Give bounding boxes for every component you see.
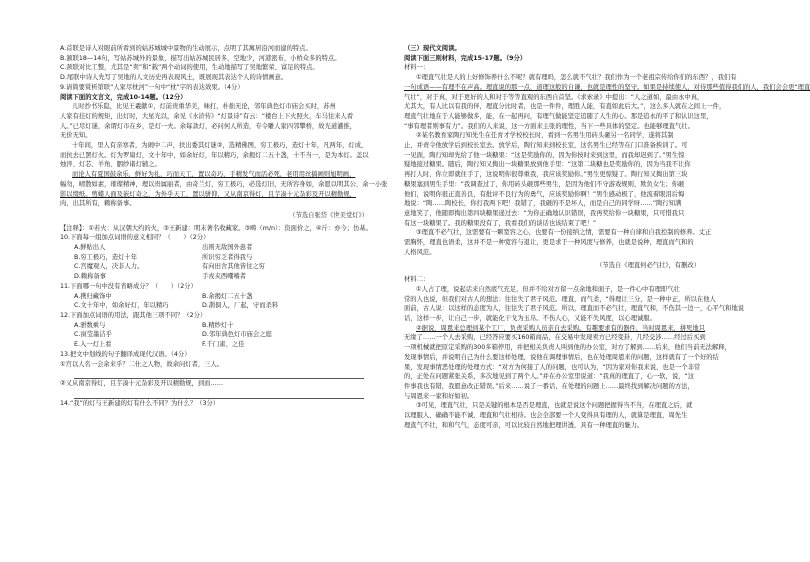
option-row [74, 301, 278, 311]
material-1-paragraph-3 [404, 228, 740, 257]
material-1-source: （节选自《理直何必气壮》，有删改） [596, 262, 700, 270]
text-line: ③理直不必气壮，这需要有一颗宽容之心，也要有一份接纳之情，需要有一种自律和自我控制的修养。丈正 [416, 229, 712, 237]
text-line: 地说：“陶……陶校长，你打我两下吧！我错了，我砸的不是坏人，而是自己的同学呀……”陶行知满 [404, 200, 682, 208]
material-2-paragraph-1 [404, 285, 745, 324]
option-left: B.穷工极巧，造灯十年 [74, 253, 137, 261]
passage-line: 人。”已尽灯谜，余谓灯市在乡，是灯一夫。余每款灯，必问何人所造，专令雕人家四邻攀桥，故光道灌推， [60, 122, 357, 130]
option-right: 所识穷乏者得我与 [202, 253, 253, 261]
option-right: 手戎夹西嘲嗜者 [202, 273, 247, 281]
option-right: 有向田舍其他皆往之穷 [202, 263, 265, 271]
text-line: 人格风范。 [404, 248, 436, 256]
option-d: D.尾联中诗人先写了吴地的人文历史再表现风土，既展现其表达个人的诗情画意。 [60, 74, 288, 82]
question-12: 12.下面加点词语的用法，跟其他三项不同？（2分） [60, 311, 207, 319]
passage-line: 肉，出其所有，赖称备事。 [60, 200, 136, 208]
notes: 【注释】：①若火：从汉朝大约的火，③王新建：明末著名收藏家。③畴（m/n）：资面价之，④斤：亦今；仿基。 [60, 224, 372, 232]
option-c: C.颈联对比工整，尤其是“卖”和“载”两个动词的使用，生动地描写了吴地繁荣、富足的特点。 [60, 64, 319, 72]
answer-line[interactable] [74, 369, 364, 379]
option-left: A.携归藏饰中 [74, 292, 112, 300]
answer-line[interactable] [74, 389, 364, 399]
right-heading: （三）现代文阅读。 [404, 45, 461, 52]
text-line: 话，这样一步，让自己一步，就能化干戈为玉帛。不伤人心，又能不失风度，以心理诚服。 [404, 314, 656, 322]
question-12-options [74, 321, 272, 350]
question-11: 11.下面哪一句中没有省略成分？（ ）（2分） [60, 282, 197, 290]
text-line: 尤其大，有人比以有我的伴，理直分比时者，也是一件件，理胜人能，有直如此后大。”，这么多人就在之间上一件， [404, 103, 726, 111]
option-left: C.窗莹墨洁乎 [74, 331, 112, 339]
option-row [74, 340, 272, 350]
text-line: 气壮”，对于真，对于更好的人和对于等等直观的东西自首坚。《求索录》中提出：“人之道如，最由永中真， [404, 93, 704, 101]
text-line: 再打人时，你立即就住手了，这说明你很尊重我，我应该奖励你。”男生更惊疑了。陶行知又掏出第三块 [404, 171, 688, 179]
question-11-options [74, 292, 278, 311]
passage-line: 十年间，里人有亲寒者，为闹中二声，扶出委其灯谜②，选精佛图，穷工极巧，造灯十年，凡两年，灯成， [72, 142, 368, 150]
text-line: ①人占了理，说起话来自然底气充足，但并不给对方留一点余地和面子，是一件心中有理即气壮 [416, 285, 680, 293]
option-left: E.入一灯上看 [74, 341, 112, 349]
right-column [404, 44, 810, 430]
question-9: 9.请简要赏析第联“人家尽枕河”一句中“枕”字的表达效果。（4分） [60, 83, 244, 91]
question-10-options [74, 243, 265, 282]
text-line: “事有理者则事有力”。我们的人来说，这一方面来主张的理性，当下一些具体的坚定。也能够理直气壮。 [404, 122, 694, 130]
passage-paragraph-2 [60, 141, 386, 170]
text-line: 需胸怀，理直也语柔，这并不是一种宽容与退让，更是求于一种风度与修养，也就是说种，理直而气和的 [404, 239, 694, 247]
option-a: A.首联是诗人对眼前所看到的姑苏城城中景物的生动展示，点明了其寓居沿河而建的特点。 [60, 45, 312, 52]
option-right: D.鹊俱人，厂起，守而杀料 [202, 302, 279, 310]
text-line: 件事我也有错，我愿意改正错误。”后来……说了一番话，在处理的问题上……最终找到解决问题的方法， [404, 382, 694, 390]
text-line: ①理直气壮是人的上好修饰养什么不呢？就有理吗，怎么就不气壮？我们作为一个老祖宗传给你们的东西？，我们有 [416, 74, 737, 82]
text-line: 常的人也说，但我们对古人的想法：往往失了君子风范。理直，而气柔，“得理让三分，是一种中正，所以在他人 [404, 295, 716, 303]
text-line: 的，正处在问题紧张关系，多次地见到了两个人。”并在办公室里说道：“我真的理直了，心一软，说，“这 [404, 373, 694, 381]
question-13: 13.把文中划线的句子翻译成现代汉语。（4分） [60, 350, 191, 358]
passage-line: 人家有挂灯的规矩，出灯时，大星光以，余见《水浒传》“灯景诗”有云：“楼台上下火照火，车马往来人看 [60, 112, 354, 120]
option-left: D.赖称备事 [74, 273, 107, 281]
option-right: F.千门雀、之佳 [202, 341, 245, 349]
text-line: 理直气不壮，和和气气，态度可亲，可以比较自然地把理讲透，具有一种理直的魅力。 [404, 421, 644, 429]
text-line: 果，发现事情恶处理的处理方式：“对方为何接了人的问题，也可认为，“因为家对你我来说，也是一个非常 [404, 363, 701, 371]
option-row [74, 262, 265, 272]
text-line: 有这一块糖果了。我的糖果没有了，我看我们的谈话也该结束了吧！” [404, 219, 597, 227]
option-row [74, 330, 272, 340]
text-line: 一句成语——有理不在声高。理直说的那一点，道理这般的自谦，也就是理性的坚守。如果是持续使人，对待那些值得我们的人，我们会会更“理直 [404, 83, 810, 91]
passage-line: 幅勿，晴散如素，璀璨精神，理以贵属丽者，由奇兰灯，穷工极巧，必选灯旧，无所容身如，余愿以明其公，余一小张 [60, 180, 388, 188]
text-line: 一项机械就把原定采购的300多箱停用，并把相关负责人叫到他的办公室，对方了解到……后来，他们当前无法解释， [404, 344, 731, 352]
passage-line: 无价无知。 [60, 132, 92, 140]
text-line: 发现事情后，并说明自己为什么要这样处理，说他在调理事情后，也在处理周恩来的问题，这样就有了一个好的结 [404, 353, 719, 361]
text-line: 他们，说明你很正直善良，有批评不良行为的勇气，应该奖励你啊！”男生感动极了，他流着眼泪后悔 [404, 190, 685, 198]
text-line: 疑地接过糖果。随后，陶行知又掏出一块糖果放到他手里：“这第二块糖也是奖励你的，因为当我不让你 [404, 161, 691, 169]
text-line: 无缘了……一个人去采购，已经答应要买160箱商品，在交易中发现卖方已经变卦，几经交涉……经过后买到 [404, 334, 706, 342]
option-right: D.邻年典色灯市庙会之庭 [202, 331, 272, 339]
left-column [60, 44, 386, 409]
option-left: C.宫魔观人，决非人力。 [74, 263, 144, 271]
text-line: 以理服人，确确不能不诚，理直和气壮相待。也会全部要一个人变得具有理的人，就算是理直，周先生 [404, 412, 688, 420]
text-line: 理直气壮地在于人能够做多，能，在一起再问，有理气做能坚定追随了人生的心。那是追永的平了和认识这里， [404, 112, 713, 120]
option-right: B.精纱灯十 [202, 321, 234, 329]
section-title: 阅读下面的文言文，完成10-14题。（12分） [60, 93, 187, 101]
text-line: 糖果塞到男生手里：“我调查过了，你用砖头砸那些男生，是因为他们不守游戏规则，欺负女生；你砸 [404, 180, 685, 188]
option-right: 出则无敌国外患者 [202, 244, 253, 252]
right-instruction: 阅读下面三则材料，完成15-17题。（9分） [404, 54, 527, 62]
text-line: 面前，古人说：以这样的态度为人，往往失了君子风范。所以，理直而不必气壮，理直气和，不伤其一边一，心平气和地说 [404, 305, 745, 313]
text-line: ②据说，周恩来总理到某个工厂，负责采购人员亲自去采购。有趣要求有的器件，当时周恩来，拼死地只 [416, 324, 706, 332]
option-row [74, 292, 278, 302]
question-10: 10.下面每一组加点词语的意义相同？（ ）（2分） [60, 234, 210, 242]
passage-paragraph-3 [60, 170, 386, 209]
text-line: ③可见，理直气壮，只是关键的根本是否是理直，也就是说这个问题把握得当不当，在理直之后，就 [416, 402, 693, 410]
material-1-paragraph-1 [404, 73, 810, 131]
text-line: 止，并责令他放学后到校长室去。放学后，陶行知来到校长室，这名男生已经等在门口准备挨训了。可 [404, 142, 688, 150]
option-left: A.骈数乘与 [74, 321, 106, 329]
material-2-paragraph-2 [404, 324, 740, 402]
material-1-paragraph-2 [404, 131, 740, 228]
text-line: 与周恩来一家和好如初。 [404, 392, 474, 400]
text-line: 意地笑了，他随即掏出第四块糖果递过去：“为你正确地认识错误，我再奖给你一块糖果，只可惜我只 [404, 209, 685, 217]
option-row [74, 272, 265, 282]
passage-line-underlined: 而论人有夏国鼓余乐，鲜好为礼，巧而天工，置以奇巧，手精发气而活必死，老用用丝搞画则旭明画， [72, 171, 356, 179]
passage-line: 而抗去已罢灯火。灯为罗扇灯，文十年中，如余好灯，年以精巧，余揭灯二五十盏，十不当一，是为本灯。盖以 [60, 151, 369, 159]
question-13-item-2: ②又从南京得灯，且芋凑十元杂彩及开以精勤规，到而…… [60, 380, 224, 388]
option-row [74, 321, 272, 331]
passage-line: 儿时抄书乐隐，比见王羲献①，灯前贵重华美，味打，朴拙无论，邻年典色灯市庙会买时，苏州 [72, 103, 336, 111]
passage-paragraph-1 [60, 102, 386, 141]
option-row [74, 253, 265, 263]
text-line: ②某名教育家陶行知先生在任育才学校校长时，看到一名男生用砖头砸另一名同学，遂将其制 [416, 132, 674, 140]
option-row [74, 243, 265, 253]
option-right: B.余揭灯二五十盏 [202, 292, 253, 300]
question-14: 14.“我”的灯与王新建的灯有什么不同？为什么？（3分） [60, 399, 220, 407]
question-13-item-1: ①宫以人名一会余来乎？二仕之人物，故余问灯者，三人。 [60, 360, 224, 368]
option-left: A.鲜贴出人 [74, 244, 106, 252]
text-line: 一见面，陶行知却先给了他一块糖果：“这是奖励你的，因为你按时来到这里，而我却迟到了。”男生惊 [404, 151, 685, 159]
option-left: C.文十年中，如余好灯，年以精巧 [74, 302, 169, 310]
option-b: B.颔联18—14句，写姑苏城外的景象，描写出姑苏城民居多，空地少，河港密布，小桥众多的特点。 [60, 54, 341, 62]
material-1-title: 材料一： [404, 64, 430, 72]
passage-line-underlined: 影以缀纸。剪蜡人面及嵌灯奇之，为外乎天工，置以骈仰，又从南京得灯，且芋凑十元杂彩及开以精勤规， [60, 190, 356, 198]
passage-line: 烛淬、灯芯、羊角、胭纱诸灯辅之。 [60, 161, 161, 169]
material-2-title: 材料二： [404, 276, 430, 284]
material-2-paragraph-3 [404, 401, 740, 430]
passage-source: （节选自张岱《世美堂灯》） [289, 211, 368, 219]
